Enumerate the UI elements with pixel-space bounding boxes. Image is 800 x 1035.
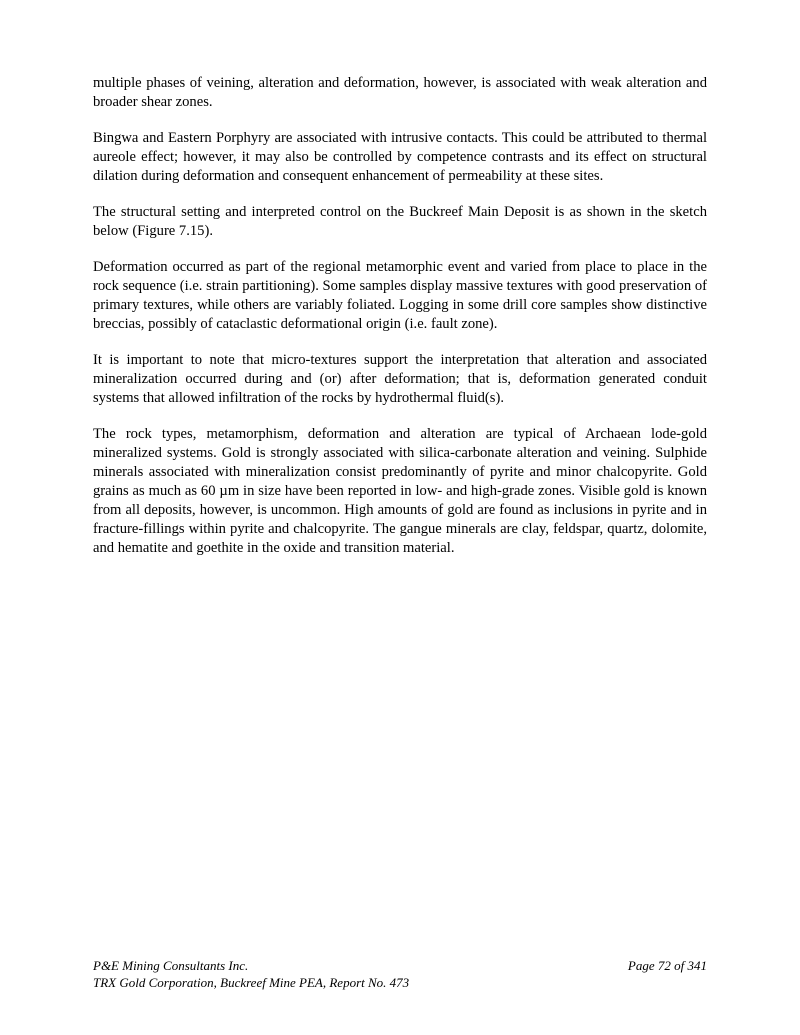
paragraph-micro-textures: It is important to note that micro-textures support the interpretation that alteration and associated mineralization occurred during and (or) after deformation; that is, deformation generated conduit systems that allowed infiltration of the rocks by hydrothermal fluid(s). [93, 352, 707, 406]
paragraph-structural-setting: The structural setting and interpreted control on the Buckreef Main Deposit is as shown in the sketch below (Figure 7.15). [93, 204, 707, 239]
document-body [93, 74, 707, 575]
paragraph-deformation: Deformation occurred as part of the regional metamorphic event and varied from place to place in the rock sequence (i.e. strain partitioning). Some samples display massive textures with good preservation of primary textures, while others are variably foliated. Logging in some drill core samples show distinctive breccias, possibly of cataclastic deformational origin (i.e. fault zone). [93, 259, 707, 332]
paragraph-shear-zones: multiple phases of veining, alteration and deformation, however, is associated with weak alteration and broader shear zones. [93, 75, 707, 110]
paragraph-mineralization: The rock types, metamorphism, deformation and alteration are typical of Archaean lode-gold mineralized systems. Gold is strongly associated with silica-carbonate alteration and veining. Sulphide minerals associated with mineralization consist predominantly of pyrite and minor chalcopyrite. Gold grains as much as 60 µm in size have been reported in low- and high-grade zones. Visible gold is known from all deposits, however, is uncommon. High amounts of gold are found as inclusions in pyrite and in fracture-fillings within pyrite and chalcopyrite. The gangue minerals are clay, feldspar, quartz, dolomite, and hematite and goethite in the oxide and transition material. [93, 426, 707, 556]
paragraph-intrusive-contacts: Bingwa and Eastern Porphyry are associated with intrusive contacts. This could be attributed to thermal aureole effect; however, it may also be controlled by competence contrasts and its effect on structural dilation during deformation and consequent enhancement of permeability at these sites. [93, 130, 707, 184]
footer-company: P&E Mining Consultants Inc. [93, 958, 249, 973]
footer-report: TRX Gold Corporation, Buckreef Mine PEA, Report No. 473 [93, 975, 410, 990]
footer-page-number: Page 72 of 341 [627, 958, 707, 973]
footer-row-top [93, 957, 707, 974]
page-footer [93, 957, 707, 991]
